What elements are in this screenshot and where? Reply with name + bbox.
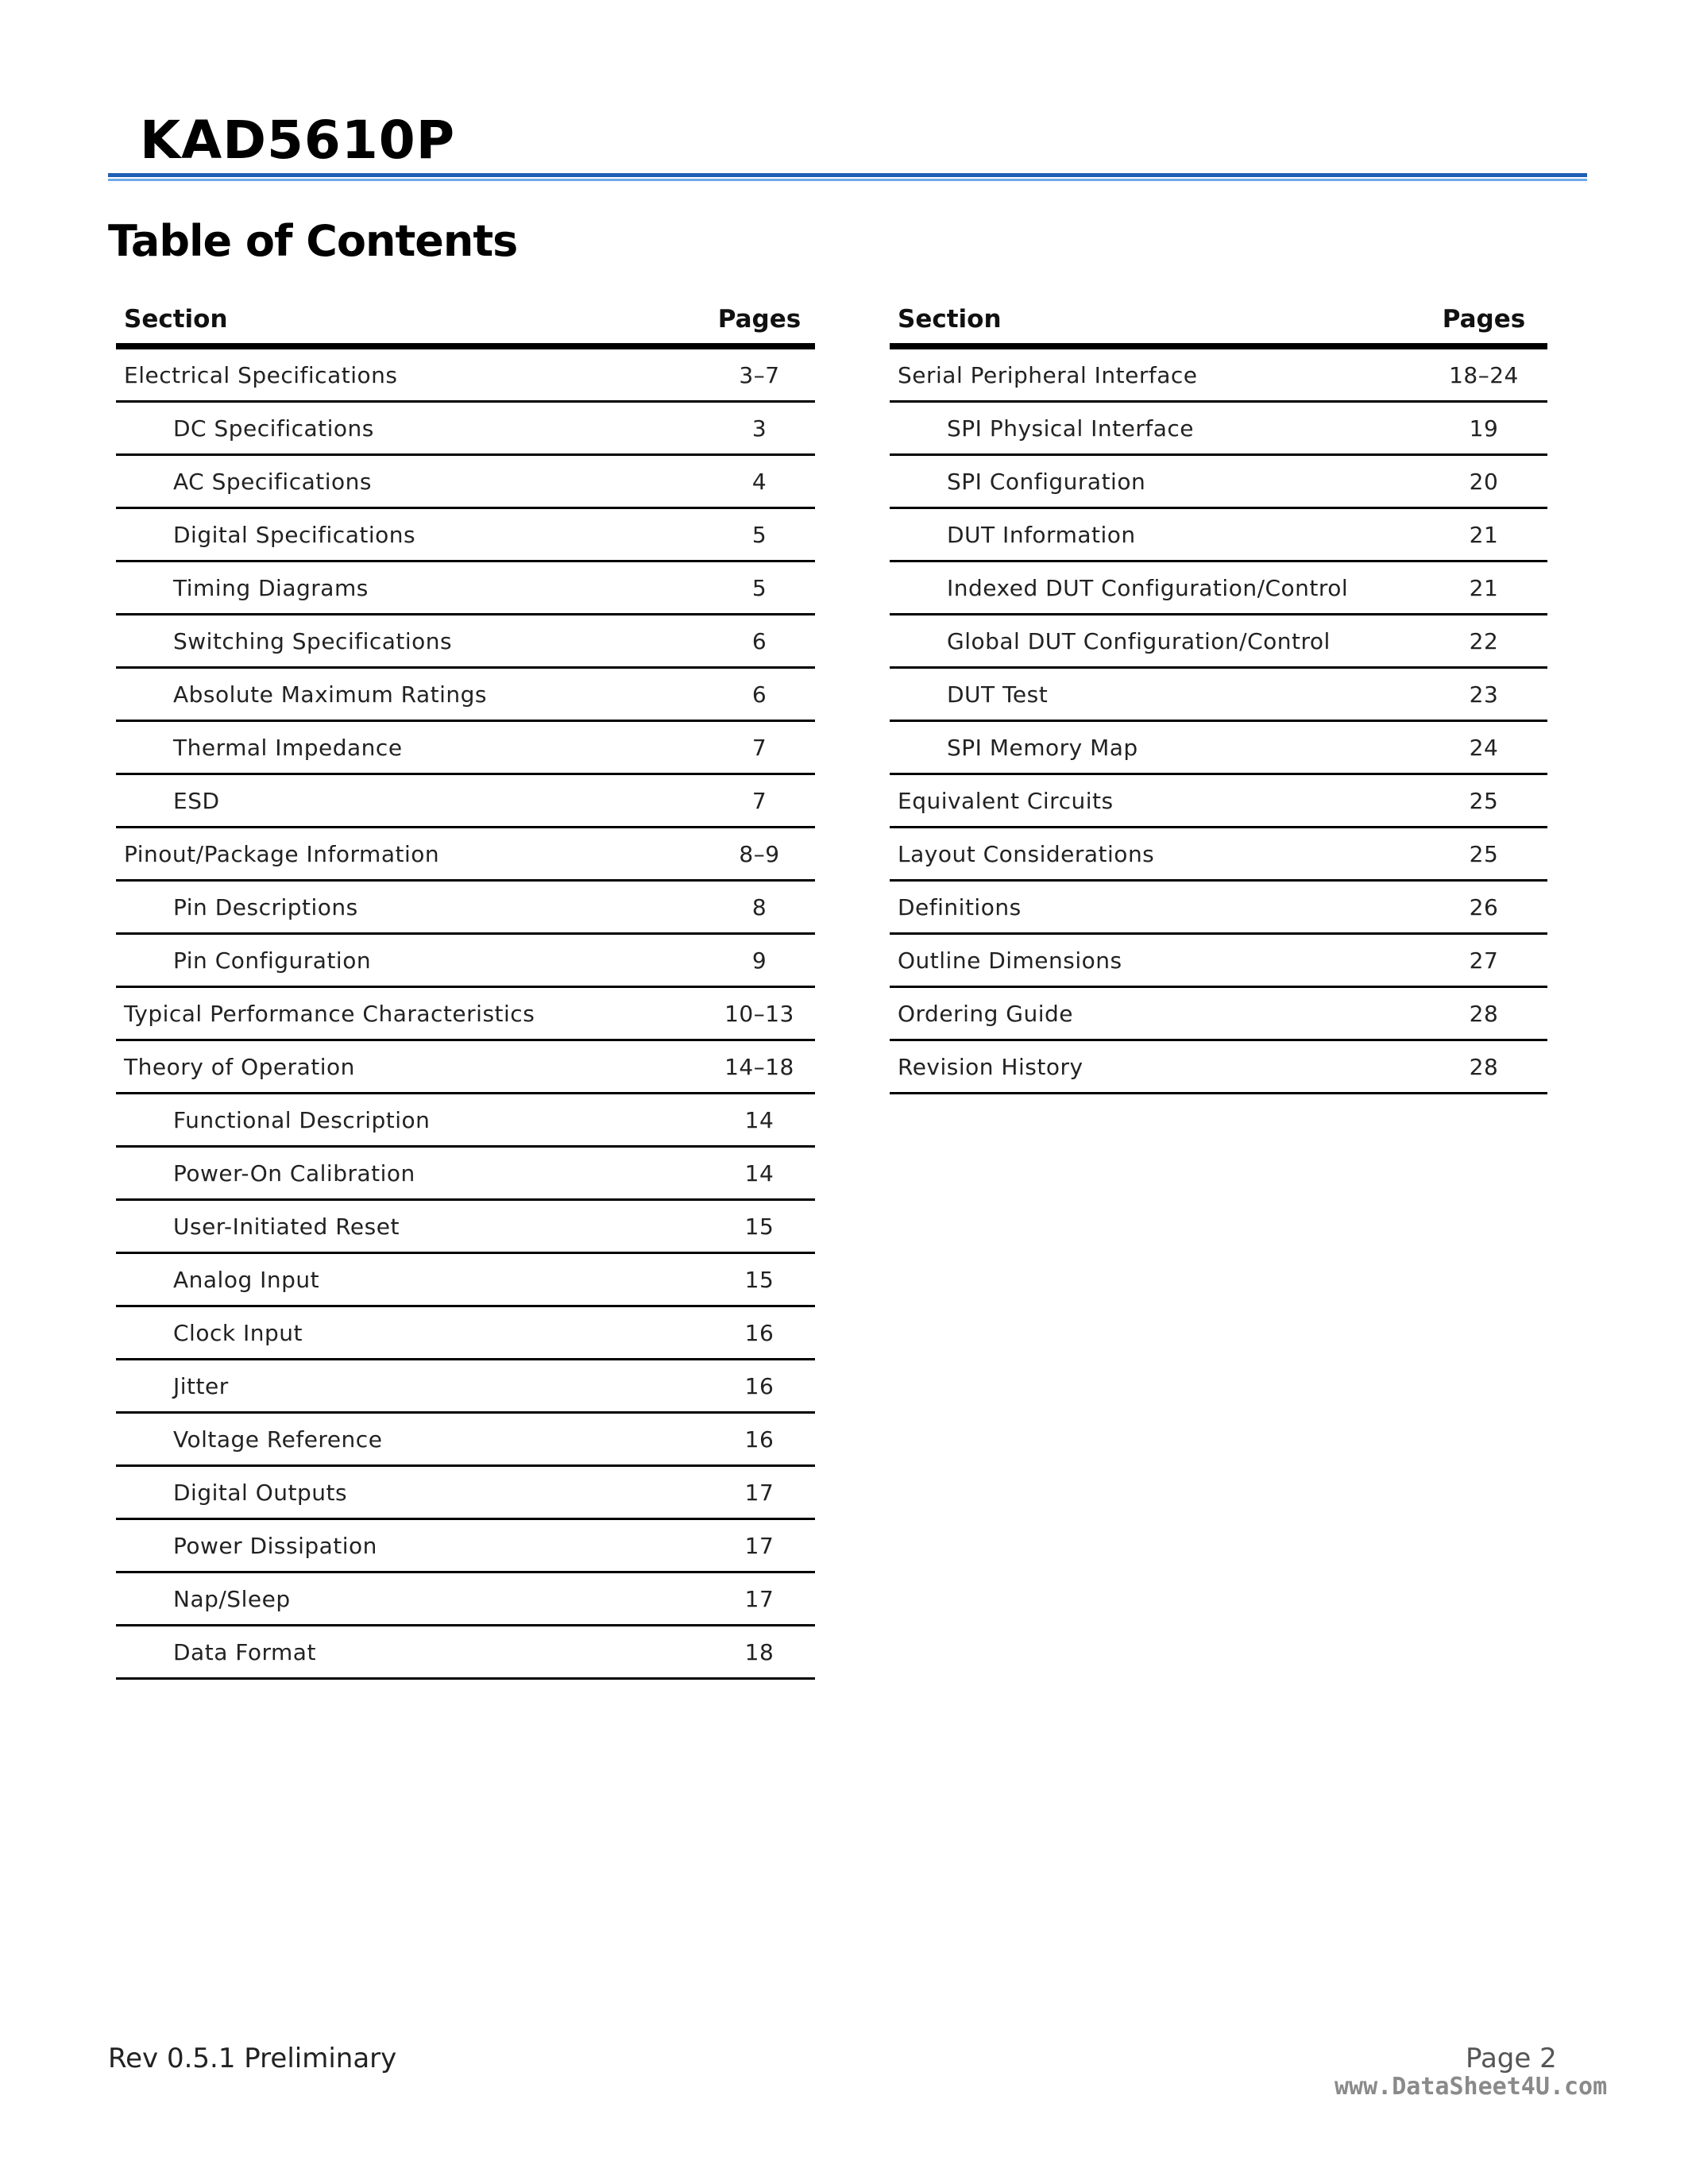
toc-row[interactable] [890,881,1547,934]
toc-entry-pages: 6 [704,615,815,668]
toc-row[interactable] [116,1040,815,1094]
toc-entry-pages: 20 [1420,455,1547,508]
toc-entry-pages: 28 [1420,987,1547,1040]
toc-entry-pages: 7 [704,774,815,828]
toc-entry-label: Voltage Reference [116,1413,704,1466]
toc-entry-label: SPI Physical Interface [890,402,1420,455]
toc-entry-pages: 6 [704,668,815,721]
toc-entry-label: Outline Dimensions [890,934,1420,987]
toc-entry-label: DUT Information [890,508,1420,561]
header-rule-accent [108,179,1587,181]
toc-row[interactable] [116,1519,815,1572]
toc-entry-label: Power-On Calibration [116,1147,704,1200]
toc-row[interactable] [116,1200,815,1253]
toc-entry-pages: 17 [704,1466,815,1519]
toc-entry-label: DC Specifications [116,402,704,455]
toc-row[interactable] [890,668,1547,721]
toc-row[interactable] [116,615,815,668]
toc-entry-pages: 21 [1420,508,1547,561]
toc-entry-label: Jitter [116,1360,704,1413]
toc-entry-label: Definitions [890,881,1420,934]
toc-row[interactable] [116,881,815,934]
toc-row[interactable] [116,1413,815,1466]
toc-entry-pages: 8–9 [704,828,815,881]
toc-entry-label: Global DUT Configuration/Control [890,615,1420,668]
section-column-header: Section [890,295,1420,346]
toc-entry-pages: 16 [704,1413,815,1466]
toc-row[interactable] [890,346,1547,402]
toc-entry-label: Analog Input [116,1253,704,1306]
toc-row[interactable] [116,828,815,881]
toc-entry-label: User-Initiated Reset [116,1200,704,1253]
toc-entry-pages: 16 [704,1306,815,1360]
toc-entry-pages: 14 [704,1147,815,1200]
toc-entry-pages: 10–13 [704,987,815,1040]
toc-row[interactable] [116,1572,815,1626]
toc-row[interactable] [116,1147,815,1200]
toc-entry-label: Clock Input [116,1306,704,1360]
toc-entry-pages: 9 [704,934,815,987]
toc-row[interactable] [116,1306,815,1360]
header-rule [108,173,1587,177]
toc-row[interactable] [116,774,815,828]
document-title: KAD5610P [140,110,456,171]
toc-row[interactable] [116,455,815,508]
toc-entry-pages: 15 [704,1200,815,1253]
toc-right-body [890,346,1547,1094]
toc-row[interactable] [116,402,815,455]
toc-row[interactable] [890,508,1547,561]
toc-entry-label: DUT Test [890,668,1420,721]
toc-entry-pages: 14–18 [704,1040,815,1094]
toc-row[interactable] [890,455,1547,508]
toc-entry-label: Digital Outputs [116,1466,704,1519]
toc-entry-label: Layout Considerations [890,828,1420,881]
toc-entry-pages: 25 [1420,774,1547,828]
toc-entry-label: Equivalent Circuits [890,774,1420,828]
toc-row[interactable] [890,987,1547,1040]
toc-row[interactable] [116,1253,815,1306]
toc-entry-pages: 17 [704,1519,815,1572]
toc-entry-label: Nap/Sleep [116,1572,704,1626]
toc-entry-label: Power Dissipation [116,1519,704,1572]
toc-entry-label: SPI Configuration [890,455,1420,508]
toc-row[interactable] [116,561,815,615]
toc-entry-pages: 8 [704,881,815,934]
toc-entry-label: Ordering Guide [890,987,1420,1040]
toc-entry-label: Serial Peripheral Interface [890,346,1420,402]
toc-row[interactable] [116,934,815,987]
toc-entry-pages: 26 [1420,881,1547,934]
toc-entry-pages: 15 [704,1253,815,1306]
toc-left-body [116,346,815,1679]
toc-entry-pages: 3–7 [704,346,815,402]
watermark-link[interactable]: www.DataSheet4U.com [1335,2073,1608,2101]
footer-page-number: Page 2 [1466,2043,1557,2074]
footer-revision: Rev 0.5.1 Preliminary [108,2043,397,2074]
toc-entry-label: Digital Specifications [116,508,704,561]
toc-entry-pages: 21 [1420,561,1547,615]
toc-entry-pages: 5 [704,561,815,615]
toc-row[interactable] [890,828,1547,881]
toc-row[interactable] [116,721,815,774]
toc-table-right [890,295,1547,1094]
toc-entry-pages: 22 [1420,615,1547,668]
toc-entry-pages: 24 [1420,721,1547,774]
toc-entry-label: Data Format [116,1626,704,1679]
toc-entry-pages: 16 [704,1360,815,1413]
toc-row[interactable] [116,668,815,721]
toc-entry-label: Thermal Impedance [116,721,704,774]
toc-row[interactable] [890,721,1547,774]
pages-column-header: Pages [704,295,815,346]
toc-entry-pages: 27 [1420,934,1547,987]
toc-row[interactable] [890,774,1547,828]
toc-entry-label: Timing Diagrams [116,561,704,615]
toc-row[interactable] [116,1626,815,1679]
toc-row[interactable] [890,615,1547,668]
toc-row[interactable] [890,934,1547,987]
toc-entry-pages: 7 [704,721,815,774]
toc-entry-pages: 23 [1420,668,1547,721]
toc-entry-pages: 3 [704,402,815,455]
toc-row[interactable] [116,987,815,1040]
toc-entry-pages: 14 [704,1094,815,1147]
toc-row[interactable] [116,346,815,402]
pages-column-header: Pages [1420,295,1547,346]
toc-entry-label: ESD [116,774,704,828]
toc-entry-pages: 25 [1420,828,1547,881]
toc-entry-pages: 28 [1420,1040,1547,1094]
toc-entry-pages: 4 [704,455,815,508]
toc-entry-label: Functional Description [116,1094,704,1147]
toc-entry-label: AC Specifications [116,455,704,508]
toc-entry-label: Indexed DUT Configuration/Control [890,561,1420,615]
toc-entry-label: Theory of Operation [116,1040,704,1094]
toc-entry-label: Pin Descriptions [116,881,704,934]
toc-entry-pages: 18–24 [1420,346,1547,402]
toc-entry-label: Pinout/Package Information [116,828,704,881]
toc-heading: Table of Contents [108,216,518,266]
section-column-header: Section [116,295,704,346]
toc-header-row [116,295,815,346]
toc-row[interactable] [890,402,1547,455]
toc-entry-label: Typical Performance Characteristics [116,987,704,1040]
toc-entry-label: Switching Specifications [116,615,704,668]
toc-row[interactable] [890,1040,1547,1094]
toc-header-row [890,295,1547,346]
toc-row[interactable] [116,1360,815,1413]
toc-entry-pages: 17 [704,1572,815,1626]
toc-entry-label: SPI Memory Map [890,721,1420,774]
toc-entry-pages: 19 [1420,402,1547,455]
toc-row[interactable] [890,561,1547,615]
toc-row[interactable] [116,1466,815,1519]
toc-row[interactable] [116,508,815,561]
toc-entry-label: Pin Configuration [116,934,704,987]
toc-entry-label: Electrical Specifications [116,346,704,402]
toc-entry-label: Absolute Maximum Ratings [116,668,704,721]
toc-table-left [116,295,815,1680]
toc-row[interactable] [116,1094,815,1147]
toc-entry-pages: 5 [704,508,815,561]
toc-entry-label: Revision History [890,1040,1420,1094]
toc-entry-pages: 18 [704,1626,815,1679]
